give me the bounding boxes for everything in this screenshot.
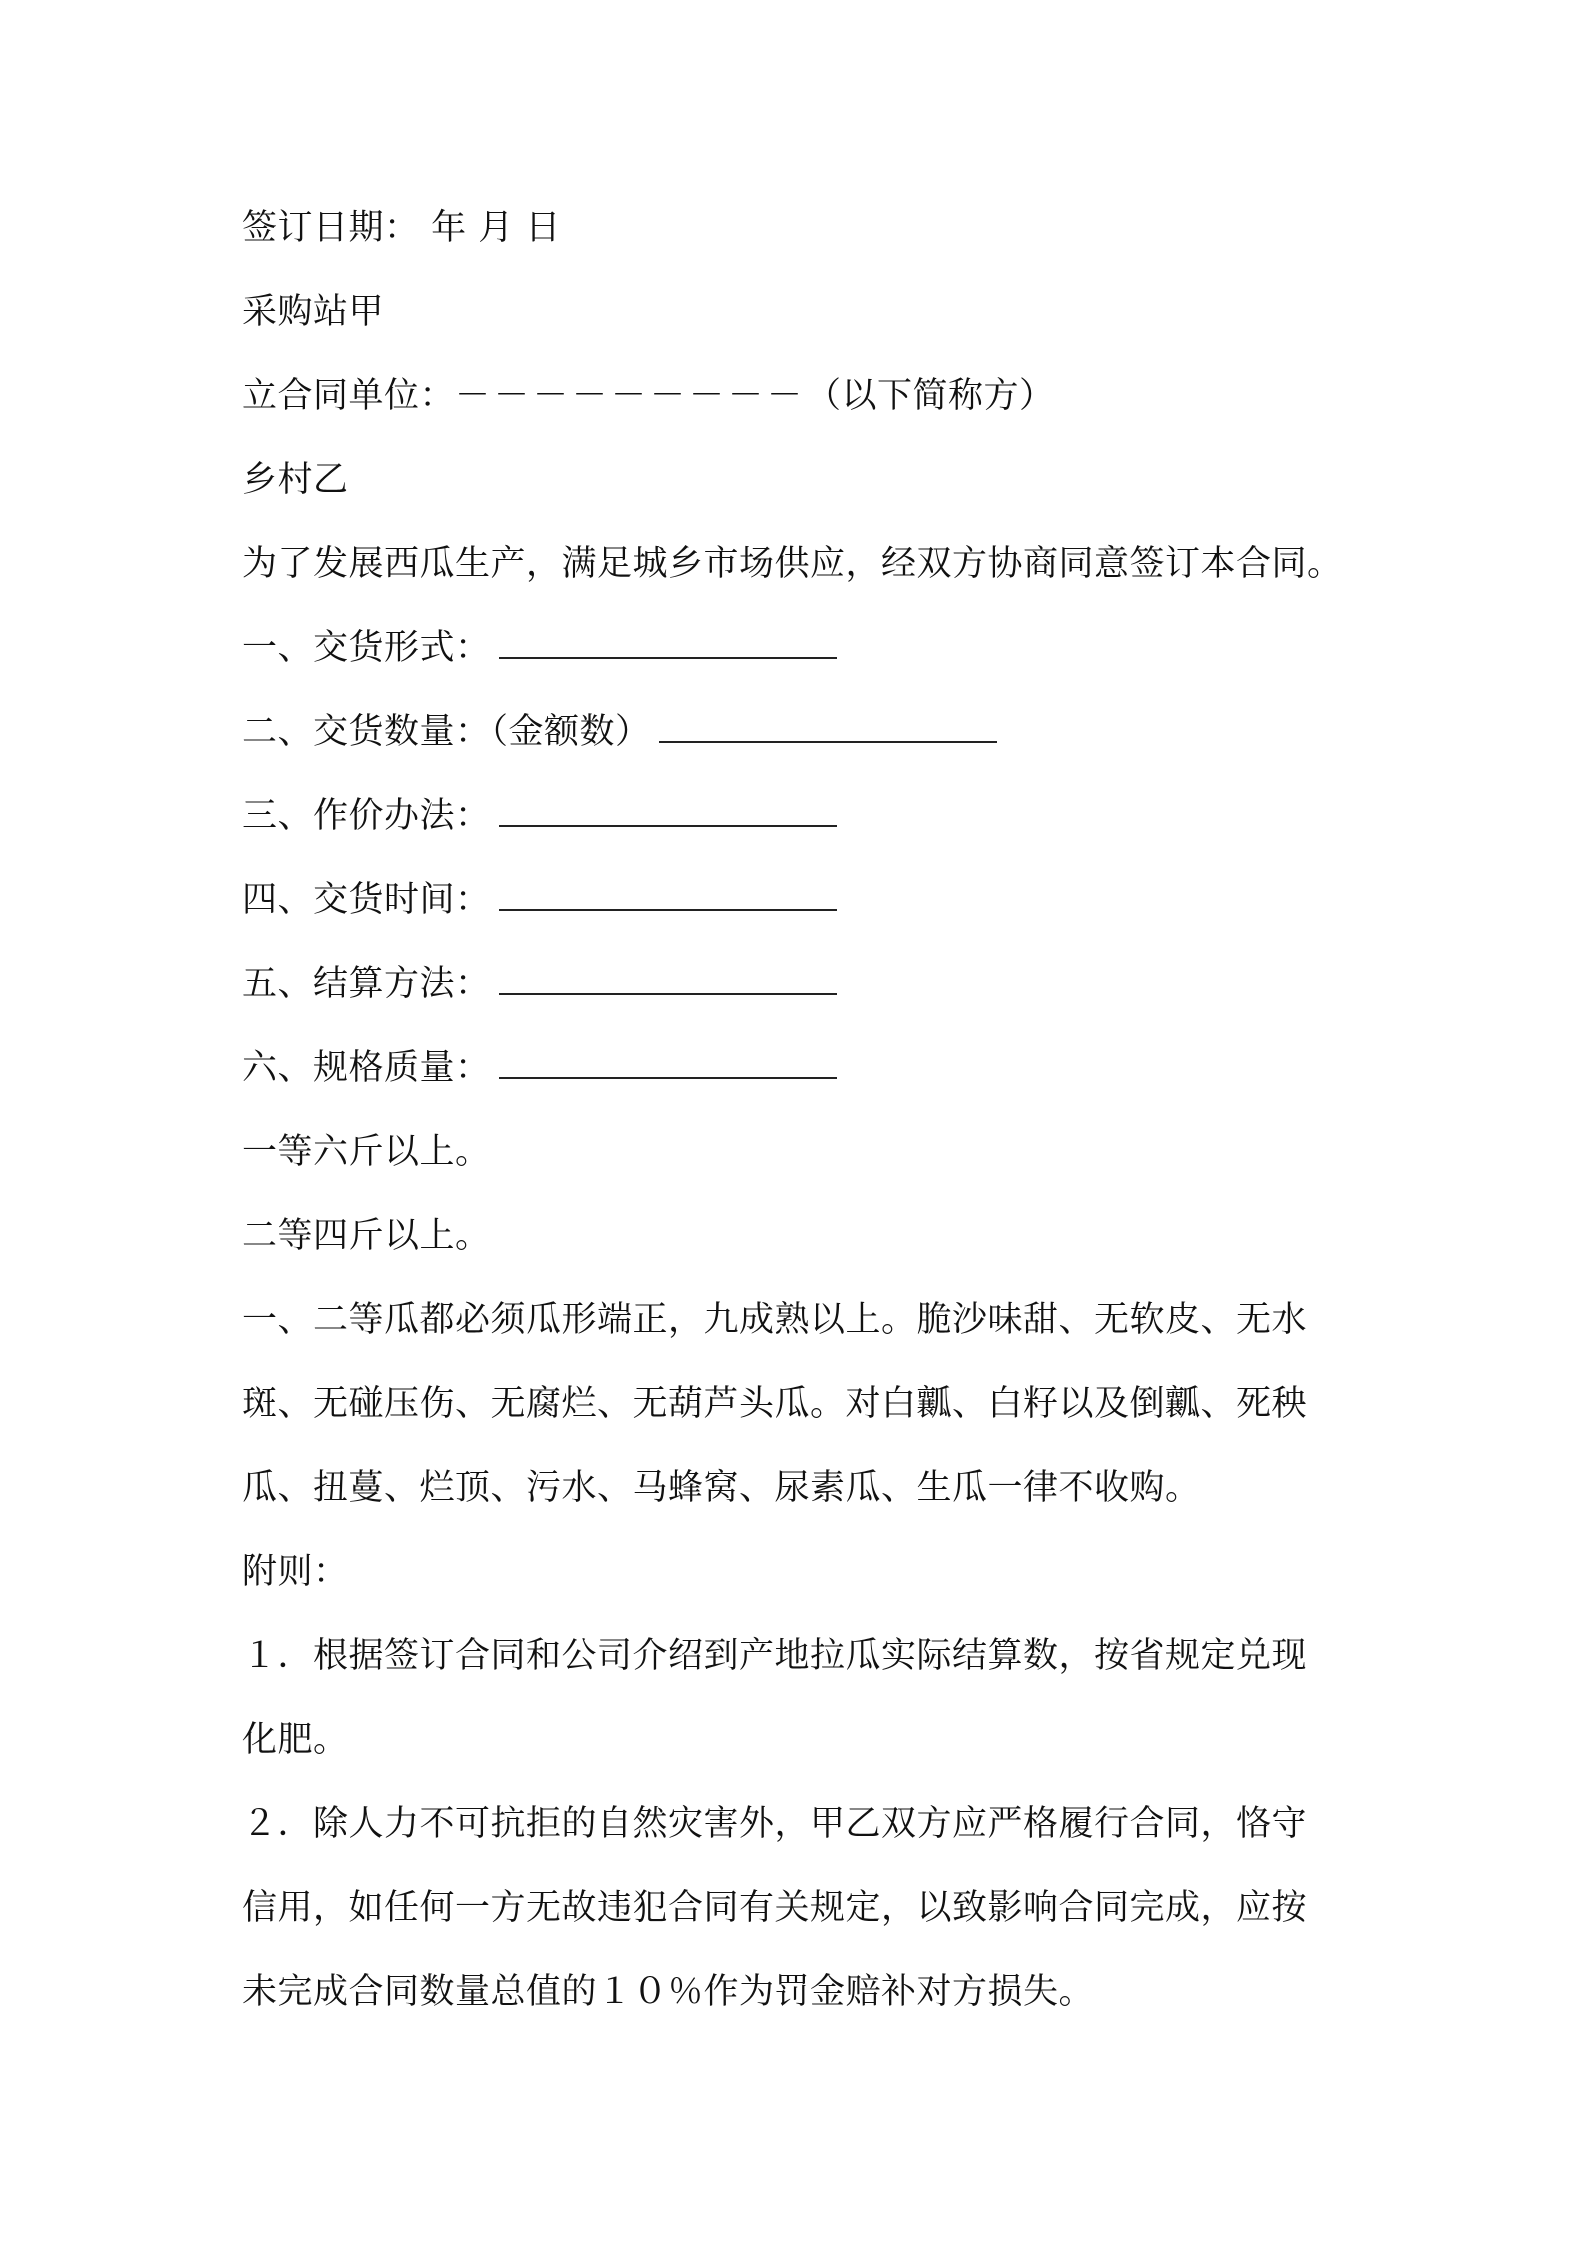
- clause-settlement-method: [242, 960, 837, 1008]
- party-b-line: [242, 456, 349, 504]
- article-one-text: 化肥。: [242, 1720, 349, 1760]
- article-two-line: [242, 1884, 1307, 1932]
- intro-paragraph: [242, 540, 1343, 588]
- clause-label: 一、交货形式：: [242, 628, 491, 668]
- clause-label: 五、结算方法：: [242, 964, 491, 1004]
- clause-delivery-quantity: [242, 708, 997, 756]
- article-two-line: [242, 1968, 1094, 2016]
- clause-delivery-time: [242, 876, 837, 924]
- contract-unit-label: 立合同单位：: [242, 376, 456, 416]
- fill-in-blank[interactable]: [499, 1047, 837, 1079]
- grade-one-line: [242, 1128, 491, 1176]
- fill-in-blank[interactable]: [499, 795, 837, 827]
- party-b-text: 乡村乙: [242, 460, 349, 500]
- article-one-text: １．根据签订合同和公司介绍到产地拉瓜实际结算数，按省规定兑现: [242, 1636, 1308, 1676]
- article-one-line: [242, 1716, 349, 1764]
- party-a-text: 采购站甲: [242, 292, 385, 332]
- fill-in-blank[interactable]: [499, 627, 837, 659]
- date-line-text: 签订日期： 年 月 日: [242, 208, 561, 248]
- quality-text: 一、二等瓜都必须瓜形端正，九成熟以上。脆沙味甜、无软皮、无水: [242, 1300, 1308, 1340]
- grade-two-text: 二等四斤以上。: [242, 1216, 491, 1256]
- grade-one-text: 一等六斤以上。: [242, 1132, 491, 1172]
- article-two-text: ２．除人力不可抗拒的自然灾害外，甲乙双方应严格履行合同，恪守: [242, 1804, 1308, 1844]
- clause-label: 四、交货时间：: [242, 880, 491, 920]
- quality-text: 斑、无碰压伤、无腐烂、无葫芦头瓜。对白瓤、白籽以及倒瓤、死秧: [242, 1384, 1308, 1424]
- quality-paragraph-line: [242, 1296, 1307, 1344]
- quality-paragraph-line: [242, 1464, 1201, 1512]
- clause-label: 三、作价办法：: [242, 796, 491, 836]
- article-two-text: 信用，如任何一方无故违犯合同有关规定，以致影响合同完成，应按: [242, 1888, 1308, 1928]
- contract-unit-dashes: －－－－－－－－－: [455, 376, 807, 416]
- grade-two-line: [242, 1212, 491, 1260]
- intro-text: 为了发展西瓜生产，满足城乡市场供应，经双方协商同意签订本合同。: [242, 544, 1343, 584]
- clause-spec-quality: [242, 1044, 837, 1092]
- clause-pricing-method: [242, 792, 837, 840]
- article-two-line: [242, 1800, 1307, 1848]
- quality-text: 瓜、扭蔓、烂顶、污水、马蜂窝、尿素瓜、生瓜一律不收购。: [242, 1468, 1201, 1508]
- fill-in-blank[interactable]: [499, 879, 837, 911]
- appendix-title-text: 附则：: [242, 1552, 349, 1592]
- fill-in-blank[interactable]: [659, 711, 997, 743]
- contract-unit-suffix: （以下简称方）: [806, 376, 1055, 416]
- contract-unit-line: [242, 372, 1055, 420]
- clause-delivery-form: [242, 624, 837, 672]
- appendix-title: [242, 1548, 349, 1596]
- clause-label: 六、规格质量：: [242, 1048, 491, 1088]
- article-one-line: [242, 1632, 1307, 1680]
- clause-label: 二、交货数量：（金额数）: [242, 712, 651, 752]
- fill-in-blank[interactable]: [499, 963, 837, 995]
- date-line: [242, 204, 561, 252]
- article-two-text: 未完成合同数量总值的１０％作为罚金赔补对方损失。: [242, 1972, 1095, 2012]
- party-a-line: [242, 288, 384, 336]
- quality-paragraph-line: [242, 1380, 1307, 1428]
